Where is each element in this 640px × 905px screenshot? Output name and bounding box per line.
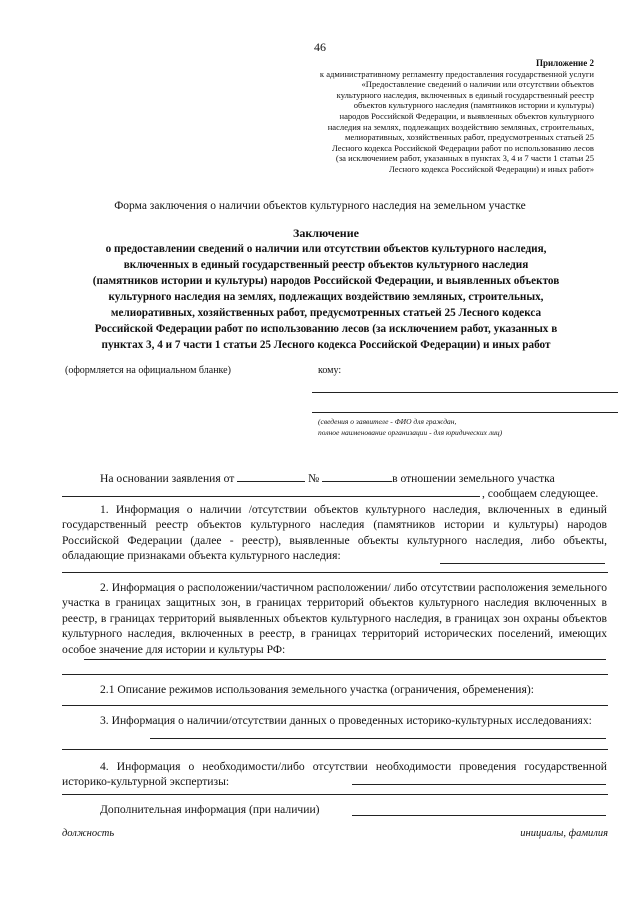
item-4-answer-inline[interactable]: [352, 784, 606, 785]
item-4-answer-field[interactable]: [62, 794, 608, 795]
appendix-line: Лесного кодекса Российской Федерации) и иных работ»: [388, 163, 594, 174]
additional-info-field[interactable]: [352, 815, 606, 816]
item-4-text: 4. Информация о необходимости/либо отсутствии необходимости проведения государственной историко-культурной экспертизы:: [62, 760, 607, 789]
appendix-line: Лесного кодекса Российской Федерации работ по использованию лесов: [332, 142, 594, 153]
conclusion-heading: Заключение: [293, 226, 359, 240]
basis-text-end: , сообщаем следующее.: [482, 487, 599, 500]
name-label: инициалы, фамилия: [520, 828, 608, 839]
appendix-line: культурного наследия, включенных в единый государственный реестр: [336, 89, 594, 100]
item-3-answer-inline[interactable]: [150, 738, 606, 739]
appendix-line: объектов культурного наследия (памятников истории и культуры): [353, 100, 594, 111]
item-3-text: 3. Информация о наличии/отсутствии данных о проведенных историко-культурных исследованиях:: [100, 714, 592, 727]
appendix-line: наследия на землях, подлежащих воздействию земляных, строительных,: [327, 121, 594, 132]
item-2-answer-field[interactable]: [62, 674, 608, 675]
conclusion-line: (памятников истории и культуры) народов Российской Федерации, и выявленных объектов: [92, 275, 560, 287]
appendix-line: народов Российской Федерации, и выявленных объектов культурного: [339, 110, 594, 121]
application-number-field[interactable]: [322, 470, 392, 482]
basis-text-start: На основании заявления от: [100, 472, 235, 485]
appendix-line: «Предоставление сведений о наличии или отсутствии объектов: [361, 79, 594, 90]
conclusion-line: включенных в единый государственный реестр объектов культурного наследия: [123, 259, 529, 271]
item-2-answer-inline[interactable]: [84, 659, 606, 660]
additional-info-text: Дополнительная информация (при наличии): [100, 803, 320, 816]
basis-text-mid: в отношении земельного участка: [392, 472, 555, 485]
conclusion-line: Российской Федерации работ по использованию лесов (за исключением работ, указанных в: [94, 323, 558, 335]
number-sign: №: [308, 472, 320, 485]
item-3-answer-field[interactable]: [62, 749, 608, 750]
page-number: 46: [314, 40, 326, 54]
appendix-line: (за исключением работ, указанных в пунктах 3, 4 и 7 части 1 статьи 25: [335, 153, 594, 164]
conclusion-line: культурного наследия на землях, подлежащих воздействию земляных, строительных,: [108, 291, 544, 303]
appendix-line: мелиоративных, хозяйственных работ, предусмотренных статьей 25: [345, 132, 594, 143]
appendix-line: к административному регламенту предоставления государственной услуги: [319, 68, 594, 79]
item-1-answer-field[interactable]: [62, 572, 608, 573]
item-2-text: 2. Информация о расположении/частичном расположении/ либо отсутствии расположения земельного участка в границах защитных зон, в границах территорий объектов культурного наследия включенных в реестр, в границах территорий выявленных объектов культурного наследия, в границах зон охраны объектов культурного наследия, включенных в реестр, в границах территорий исторических поселений, имеющих особое значение для истории и культуры РФ:: [62, 581, 607, 656]
basis-line: [62, 470, 607, 486]
applicant-note-line: (сведения о заявителе - ФИО для граждан,: [318, 417, 457, 426]
appendix-title: Приложение 2: [535, 58, 594, 68]
recipient-field-line-1[interactable]: [312, 392, 618, 393]
recipient-field-line-2[interactable]: [312, 412, 618, 413]
item-2-1-answer-field[interactable]: [62, 705, 608, 706]
conclusion-block: [56, 225, 596, 353]
appendix-header: [274, 58, 594, 175]
applicant-note-line: полное наименование организации - для юридических лиц): [318, 428, 503, 437]
conclusion-line: о предоставлении сведений о наличии или отсутствии объектов культурного наследия,: [105, 243, 547, 255]
conclusion-line: пунктах 3, 4 и 7 части 1 статьи 25 Лесного кодекса Российской Федерации) и иных работ: [101, 339, 551, 351]
conclusion-line: мелиоративных, хозяйственных работ, предусмотренных статьей 25 Лесного кодекса: [110, 307, 542, 319]
item-2-1-text: 2.1 Описание режимов использования земельного участка (ограничения, обременения):: [100, 683, 534, 696]
land-plot-field[interactable]: [62, 496, 480, 497]
applicant-note: [318, 416, 618, 438]
form-title: Форма заключения о наличии объектов культурного наследия на земельном участке: [114, 200, 526, 212]
official-blank-note: (оформляется на официальном бланке): [65, 365, 231, 376]
position-label: должность: [62, 828, 115, 839]
recipient-label: кому:: [318, 365, 342, 376]
item-1-answer-inline[interactable]: [440, 563, 605, 564]
application-date-field[interactable]: [237, 470, 305, 482]
item-1-text: 1. Информация о наличии /отсутствии объектов культурного наследия, включенных в единый государственный реестр объектов культурного наследия (памятников истории и культуры) народов Российской Федерации (далее - реестр), выявленные объекты культурного наследия, либо объекты, обладающие признаками объекта культурного наследия:: [62, 503, 607, 563]
